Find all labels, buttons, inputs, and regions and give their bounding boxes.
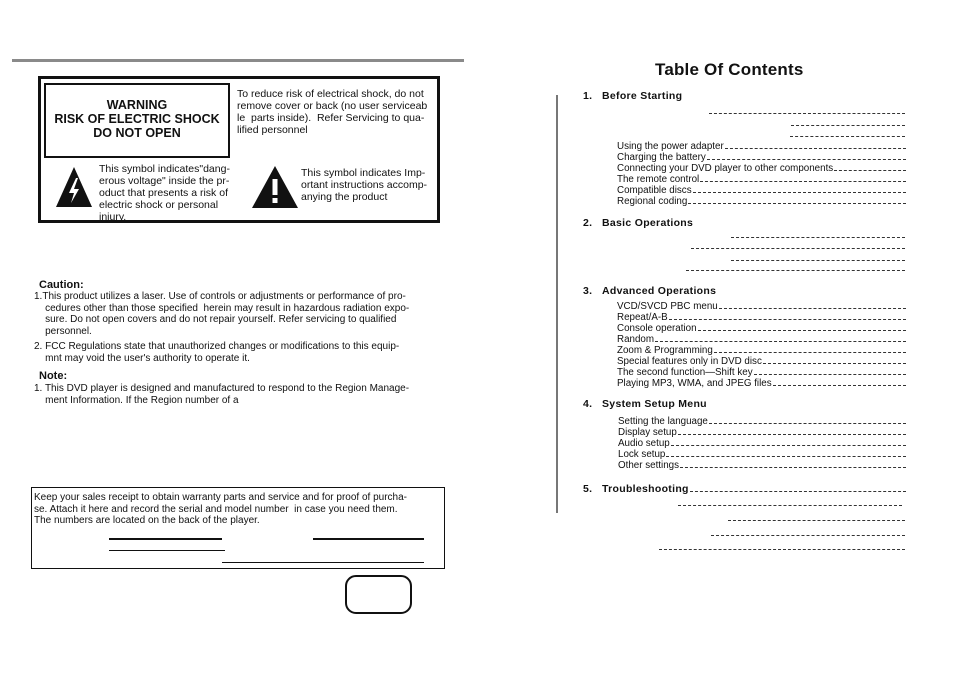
section-number: 1. [583,90,593,102]
leader-line [709,113,905,114]
leader-line [659,549,905,550]
toc-title: Table Of Contents [655,60,804,79]
note-heading: Note: [39,370,68,382]
page-divider [556,95,558,513]
toc-item[interactable]: The second function—Shift key [617,367,906,378]
leader-line [790,136,905,137]
toc-item[interactable]: Lock setup [618,449,906,460]
record-line [313,538,424,540]
toc-item[interactable]: Using the power adapter [617,141,906,152]
section-number: 3. [583,285,593,297]
exclamation-icon [251,165,299,209]
toc-item[interactable]: Compatible discs [617,185,906,196]
leader-line [711,535,905,536]
leader-line [678,505,902,506]
toc-item[interactable]: The remote control [617,174,906,185]
toc-section-1-items [617,141,906,207]
top-rule [12,59,464,62]
toc-item[interactable]: Playing MP3, WMA, and JPEG files [617,378,906,389]
page-number-oval [345,575,412,614]
toc-item[interactable]: Other settings [618,460,906,471]
leader-line [731,237,905,238]
toc-section-1[interactable] [583,90,682,102]
section-number: 5. [583,483,593,495]
leader-line [691,248,905,249]
leader-line [686,270,905,271]
toc-item[interactable]: Charging the battery [617,152,906,163]
record-line [109,550,225,551]
shock-symbol-text: This symbol indicates"dang- erous voltage" inside the pr- oduct that presents a risk of electric shock or personal injury. [99,163,230,223]
section-number: 4. [583,398,593,410]
record-line [109,538,222,540]
section-title: Basic Operations [602,217,694,229]
caution-item-1: 1.This product utilizes a laser. Use of controls or adjustments or performance of pro- cedures other than those specified herein may result in hazardous radiation expo- sure. Do not open covers and do not repair yourself. Refer servicing to qualified personnel. [34,291,410,337]
leader-line [731,260,905,261]
toc-section-3-items [617,301,906,389]
record-line [222,562,424,563]
toc-section-5[interactable] [583,483,906,495]
toc-item[interactable]: Regional coding [617,196,906,207]
warning-label [44,83,230,158]
toc-item[interactable]: Connecting your DVD player to other components [617,163,906,174]
section-title: Before Starting [602,90,683,102]
warning-risk-text: RISK OF ELECTRIC SHOCK [54,112,220,126]
toc-section-2[interactable] [583,217,693,229]
section-number: 2. [583,217,593,229]
warning-do-not-open: DO NOT OPEN [93,126,181,140]
important-symbol-text: This symbol indicates Imp- ortant instructions accomp- anying the product [301,167,428,203]
toc-item[interactable]: Audio setup [618,438,906,449]
receipt-text: Keep your sales receipt to obtain warranty parts and service and for proof of purcha- se. Attach it here and record the serial and model number in case you need them. The numbers are located on the back of the player. [34,492,407,526]
warning-title: WARNING [106,98,168,112]
section-title: Advanced Operations [602,285,717,297]
toc-item[interactable]: VCD/SVCD PBC menu [617,301,906,312]
section-title: Troubleshooting [602,483,689,495]
toc-item[interactable]: Zoom & Programming [617,345,906,356]
note-item-1: 1. This DVD player is designed and manufactured to respond to the Region Manage- ment Information. If the Region number of a [34,383,410,406]
leader-line [791,125,905,126]
toc-section-4-items [618,416,906,471]
toc-section-3[interactable] [583,285,716,297]
toc-item[interactable]: Repeat/A-B [617,312,906,323]
toc-item[interactable]: Random [617,334,906,345]
toc-item[interactable]: Setting the language [618,416,906,427]
toc-item[interactable]: Console operation [617,323,906,334]
caution-heading: Caution: [39,279,84,291]
section-title: System Setup Menu [602,398,707,410]
electric-shock-icon [55,166,93,208]
toc-section-4[interactable] [583,398,707,410]
leader-line [728,520,905,521]
toc-item[interactable]: Display setup [618,427,906,438]
warning-note: To reduce risk of electrical shock, do not remove cover or back (no user serviceab le parts inside). Refer Servicing to qua- lified personnel [237,88,428,136]
toc-item[interactable]: Special features only in DVD disc [617,356,906,367]
leader-line [690,491,906,492]
caution-item-2: 2. FCC Regulations state that unauthorized changes or modifications to this equip- mnt may void the user's authority to operate it. [34,341,400,364]
